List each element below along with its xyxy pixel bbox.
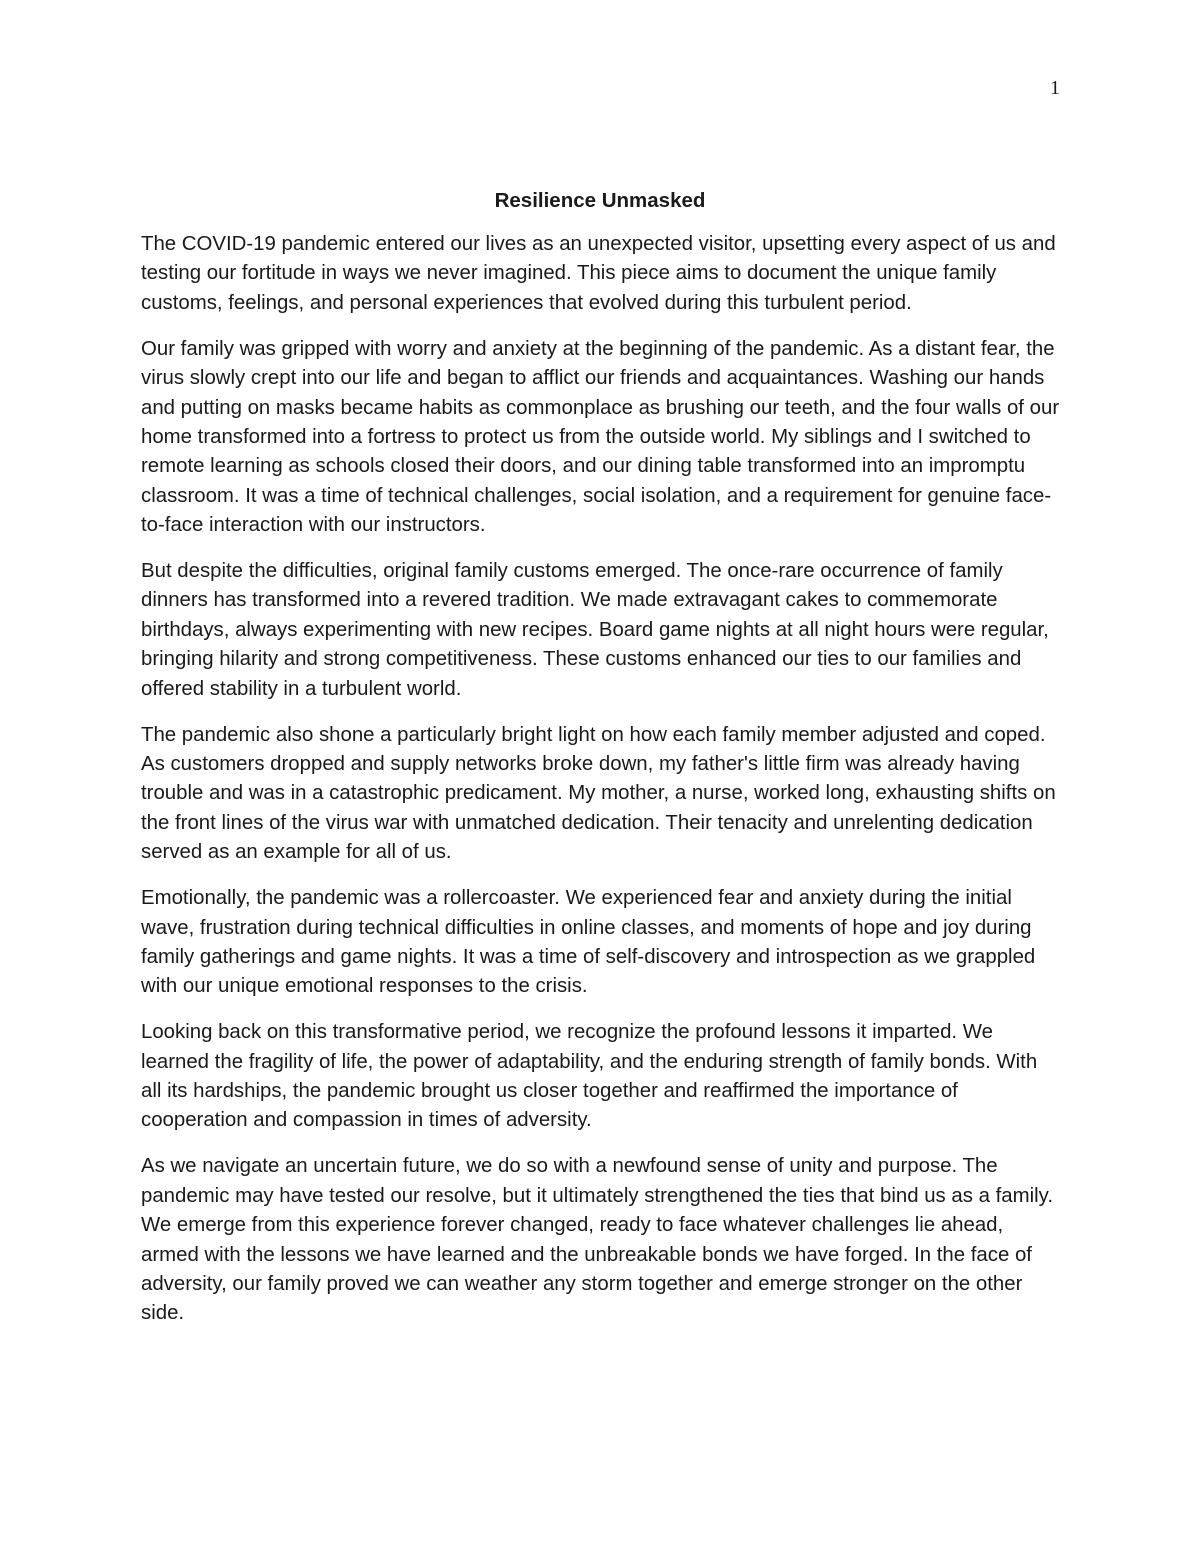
paragraph-5: Emotionally, the pandemic was a rollercoaster. We experienced fear and anxiety during the initial wave, frustration during technical difficulties in online classes, and moments of hope and joy during family gatherings and game nights. It was a time of self-discovery and introspection as we grappled with our unique emotional responses to the crisis.	[141, 887, 1036, 998]
document-title: Resilience Unmasked	[494, 189, 706, 212]
paragraph-4: The pandemic also shone a particularly bright light on how each family member adjusted and coped. As customers dropped and supply networks broke down, my father's little firm was already having trouble and was in a catastrophic predicament. My mother, a nurse, worked long, exhausting shifts on the front lines of the virus war with unmatched dedication. Their tenacity and unrelenting dedication served as an example for all of us.	[141, 723, 1056, 864]
paragraph-2: Our family was gripped with worry and anxiety at the beginning of the pandemic. As a distant fear, the virus slowly crept into our life and began to afflict our friends and acquaintances. Washing our hands and putting on masks became habits as commonplace as brushing our teeth, and the four walls of our home transformed into a fortress to protect us from the outside world. My siblings and I switched to remote learning as schools closed their doors, and our dining table transformed into an impromptu classroom. It was a time of technical challenges, social isolation, and a requirement for genuine face-to-face interaction with our instructors.	[141, 337, 1060, 537]
paragraph-7: As we navigate an uncertain future, we do so with a newfound sense of unity and purpose. The pandemic may have tested our resolve, but it ultimately strengthened the ties that bind us as a family. We emerge from this experience forever changed, ready to face whatever challenges lie ahead, armed with the lessons we have learned and the unbreakable bonds we have forged. In the face of adversity, our family proved we can weather any storm together and emerge stronger on the other side.	[141, 1155, 1054, 1325]
paragraph-6: Looking back on this transformative period, we recognize the profound lessons it imparted. We learned the fragility of life, the power of adaptability, and the enduring strength of family bonds. With all its hardships, the pandemic brought us closer together and reaffirmed the importance of cooperation and compassion in times of adversity.	[141, 1021, 1038, 1132]
document-body	[141, 230, 1061, 1345]
paragraph-3: But despite the difficulties, original family customs emerged. The once-rare occurrence of family dinners has transformed into a revered tradition. We made extravagant cakes to commemorate birthdays, always experimenting with new recipes. Board game nights at all night hours were regular, bringing hilarity and strong competitiveness. These customs enhanced our ties to our families and offered stability in a turbulent world.	[141, 560, 1049, 700]
paragraph-1: The COVID-19 pandemic entered our lives as an unexpected visitor, upsetting every aspect of us and testing our fortitude in ways we never imagined. This piece aims to document the unique family customs, feelings, and personal experiences that evolved during this turbulent period.	[141, 233, 1056, 314]
page-number: 1	[1050, 77, 1060, 99]
